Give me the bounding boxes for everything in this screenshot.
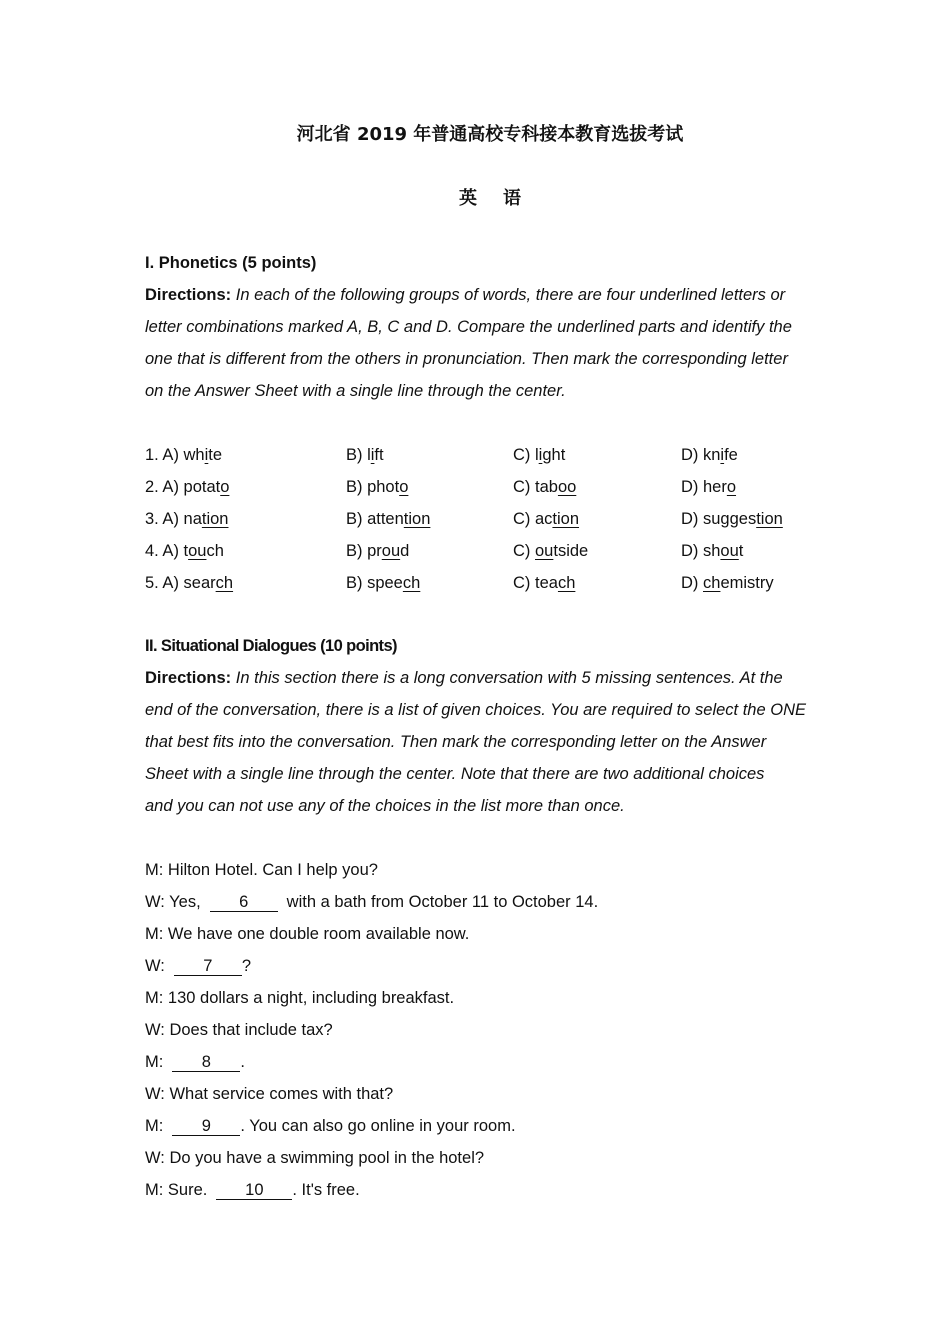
question-option-text: 1. A) wh (145, 446, 205, 464)
underlined-letters: i (538, 446, 543, 464)
section1-heading: I. Phonetics (5 points) (145, 254, 317, 272)
dialogue-line (145, 989, 454, 1008)
question-option-text: d (400, 542, 410, 560)
dialogue-text: . You can also go online in your room. (240, 1117, 516, 1135)
question-option-text: t (738, 542, 744, 560)
question-option (681, 542, 743, 561)
question-option (346, 446, 384, 465)
question-option (513, 542, 588, 561)
dialogue-line (145, 1053, 245, 1072)
question-option-text: D) her (681, 478, 727, 496)
question-option (346, 542, 409, 561)
underlined-letters: ch (215, 574, 234, 592)
dialogue-line (145, 893, 598, 912)
question-option (681, 446, 738, 465)
question-option-text: C) tab (513, 478, 558, 496)
underlined-letters: i (720, 446, 725, 464)
question-option-text: D) kn (681, 446, 721, 464)
question-option (346, 510, 430, 529)
underlined-letters: ch (557, 574, 576, 592)
directions-text: In each of the following groups of words, there are four underlined letters or (235, 286, 786, 304)
dialogue-text: M: Sure. (145, 1181, 208, 1199)
underlined-letters: o (726, 478, 737, 496)
directions-text: one that is different from the others in pronunciation. Then mark the corresponding letter (145, 350, 788, 368)
question-option (681, 510, 783, 529)
dialogue-line (145, 1021, 333, 1040)
question-option (145, 542, 224, 561)
dialogue-line (145, 925, 469, 944)
underlined-letters: i (370, 446, 375, 464)
directions-text: Sheet with a single line through the center. Note that there are two additional choices (145, 765, 765, 783)
directions-text: end of the conversation, there is a list of given choices. You are required to select the ONE (145, 701, 806, 719)
dialogue-text: . It's free. (292, 1181, 360, 1199)
dialogue-text: . (240, 1053, 245, 1071)
directions-label: Directions: (145, 286, 232, 304)
question-option-text: ch (206, 542, 224, 560)
dialogue-line (145, 957, 251, 976)
section2-heading: II. Situational Dialogues (10 points) (145, 637, 397, 655)
question-option-text: D) sugges (681, 510, 757, 528)
underlined-letters: tion (201, 510, 229, 528)
question-option-text: ft (374, 446, 384, 464)
question-option (145, 574, 233, 593)
question-option-text: C) tea (513, 574, 558, 592)
question-option-text: B) atten (346, 510, 404, 528)
question-option-text: C) l (513, 446, 539, 464)
underlined-letters: ch (402, 574, 421, 592)
question-option-text: B) spee (346, 574, 403, 592)
question-option-text: emistry (720, 574, 774, 592)
answer-blank: 8 (172, 1053, 240, 1072)
question-option-text: D) (681, 574, 703, 592)
dialogue-line (145, 1117, 516, 1136)
dialogue-text: M: Hilton Hotel. Can I help you? (145, 861, 378, 879)
directions-label: Directions: (145, 669, 232, 687)
question-option-text: C) (513, 542, 535, 560)
question-option (513, 574, 575, 593)
question-option-text: fe (724, 446, 738, 464)
question-option-text: C) ac (513, 510, 553, 528)
exam-title: 河北省 2019 年普通高校专科接本教育选拔考试 (296, 124, 684, 145)
dialogue-text: M: 130 dollars a night, including breakfast. (145, 989, 455, 1007)
underlined-letters: oo (557, 478, 577, 496)
dialogue-text: W: (145, 957, 165, 975)
section1-directions-first (145, 286, 785, 305)
underlined-letters: ch (703, 574, 721, 592)
directions-text: and you can not use any of the choices in the list more than once. (145, 797, 625, 815)
question-option-text: D) sh (681, 542, 721, 560)
question-option-text: tside (553, 542, 589, 560)
question-option-text: 5. A) sear (145, 574, 216, 592)
question-option-text: B) phot (346, 478, 400, 496)
dialogue-text: W: Does that include tax? (145, 1021, 333, 1039)
underlined-letters: tion (552, 510, 580, 528)
directions-text: that best fits into the conversation. Then mark the corresponding letter on the Answer (145, 733, 767, 751)
subject-title: 英语 (459, 188, 547, 209)
dialogue-text: W: Yes, (145, 893, 201, 911)
question-option (681, 478, 736, 497)
answer-blank: 10 (216, 1181, 292, 1200)
question-option-text: 2. A) potat (145, 478, 221, 496)
underlined-letters: ou (188, 542, 207, 560)
dialogue-text: ? (241, 957, 252, 975)
dialogue-text: W: Do you have a swimming pool in the hotel? (145, 1149, 485, 1167)
dialogue-line (145, 861, 378, 880)
dialogue-text: with a bath from October 11 to October 14. (286, 893, 599, 911)
directions-text: letter combinations marked A, B, C and D. Compare the underlined parts and identify the (145, 318, 792, 336)
directions-text: on the Answer Sheet with a single line through the center. (145, 382, 566, 400)
underlined-letters: tion (756, 510, 783, 528)
question-option-text: 4. A) t (145, 542, 189, 560)
dialogue-text: W: What service comes with that? (145, 1085, 394, 1103)
dialogue-text: M: (145, 1053, 164, 1071)
dialogue-text: M: We have one double room available now. (145, 925, 470, 943)
question-option-text: ght (542, 446, 566, 464)
underlined-letters: o (220, 478, 230, 496)
question-option (346, 574, 420, 593)
underlined-letters: ou (381, 542, 401, 560)
question-option-text: te (208, 446, 223, 464)
answer-blank: 9 (172, 1117, 240, 1136)
question-option-text: B) l (346, 446, 371, 464)
question-option (145, 510, 228, 529)
directions-text: In this section there is a long conversation with 5 missing sentences. At the (235, 669, 783, 687)
underlined-letters: o (399, 478, 409, 496)
question-option (346, 478, 408, 497)
question-option-text: B) pr (346, 542, 382, 560)
question-option-text: 3. A) na (145, 510, 202, 528)
question-option (681, 574, 774, 593)
question-option (513, 478, 576, 497)
underlined-letters: ou (535, 542, 554, 560)
underlined-letters: tion (403, 510, 431, 528)
question-option (513, 510, 579, 529)
underlined-letters: i (204, 446, 209, 464)
dialogue-line (145, 1181, 360, 1200)
question-option (145, 446, 222, 465)
section2-directions-first (145, 669, 783, 688)
answer-blank: 6 (210, 893, 278, 912)
question-option (145, 478, 229, 497)
dialogue-line (145, 1085, 393, 1104)
question-option (513, 446, 565, 465)
dialogue-text: M: (145, 1117, 164, 1135)
dialogue-line (145, 1149, 484, 1168)
underlined-letters: ou (720, 542, 739, 560)
answer-blank: 7 (174, 957, 242, 976)
